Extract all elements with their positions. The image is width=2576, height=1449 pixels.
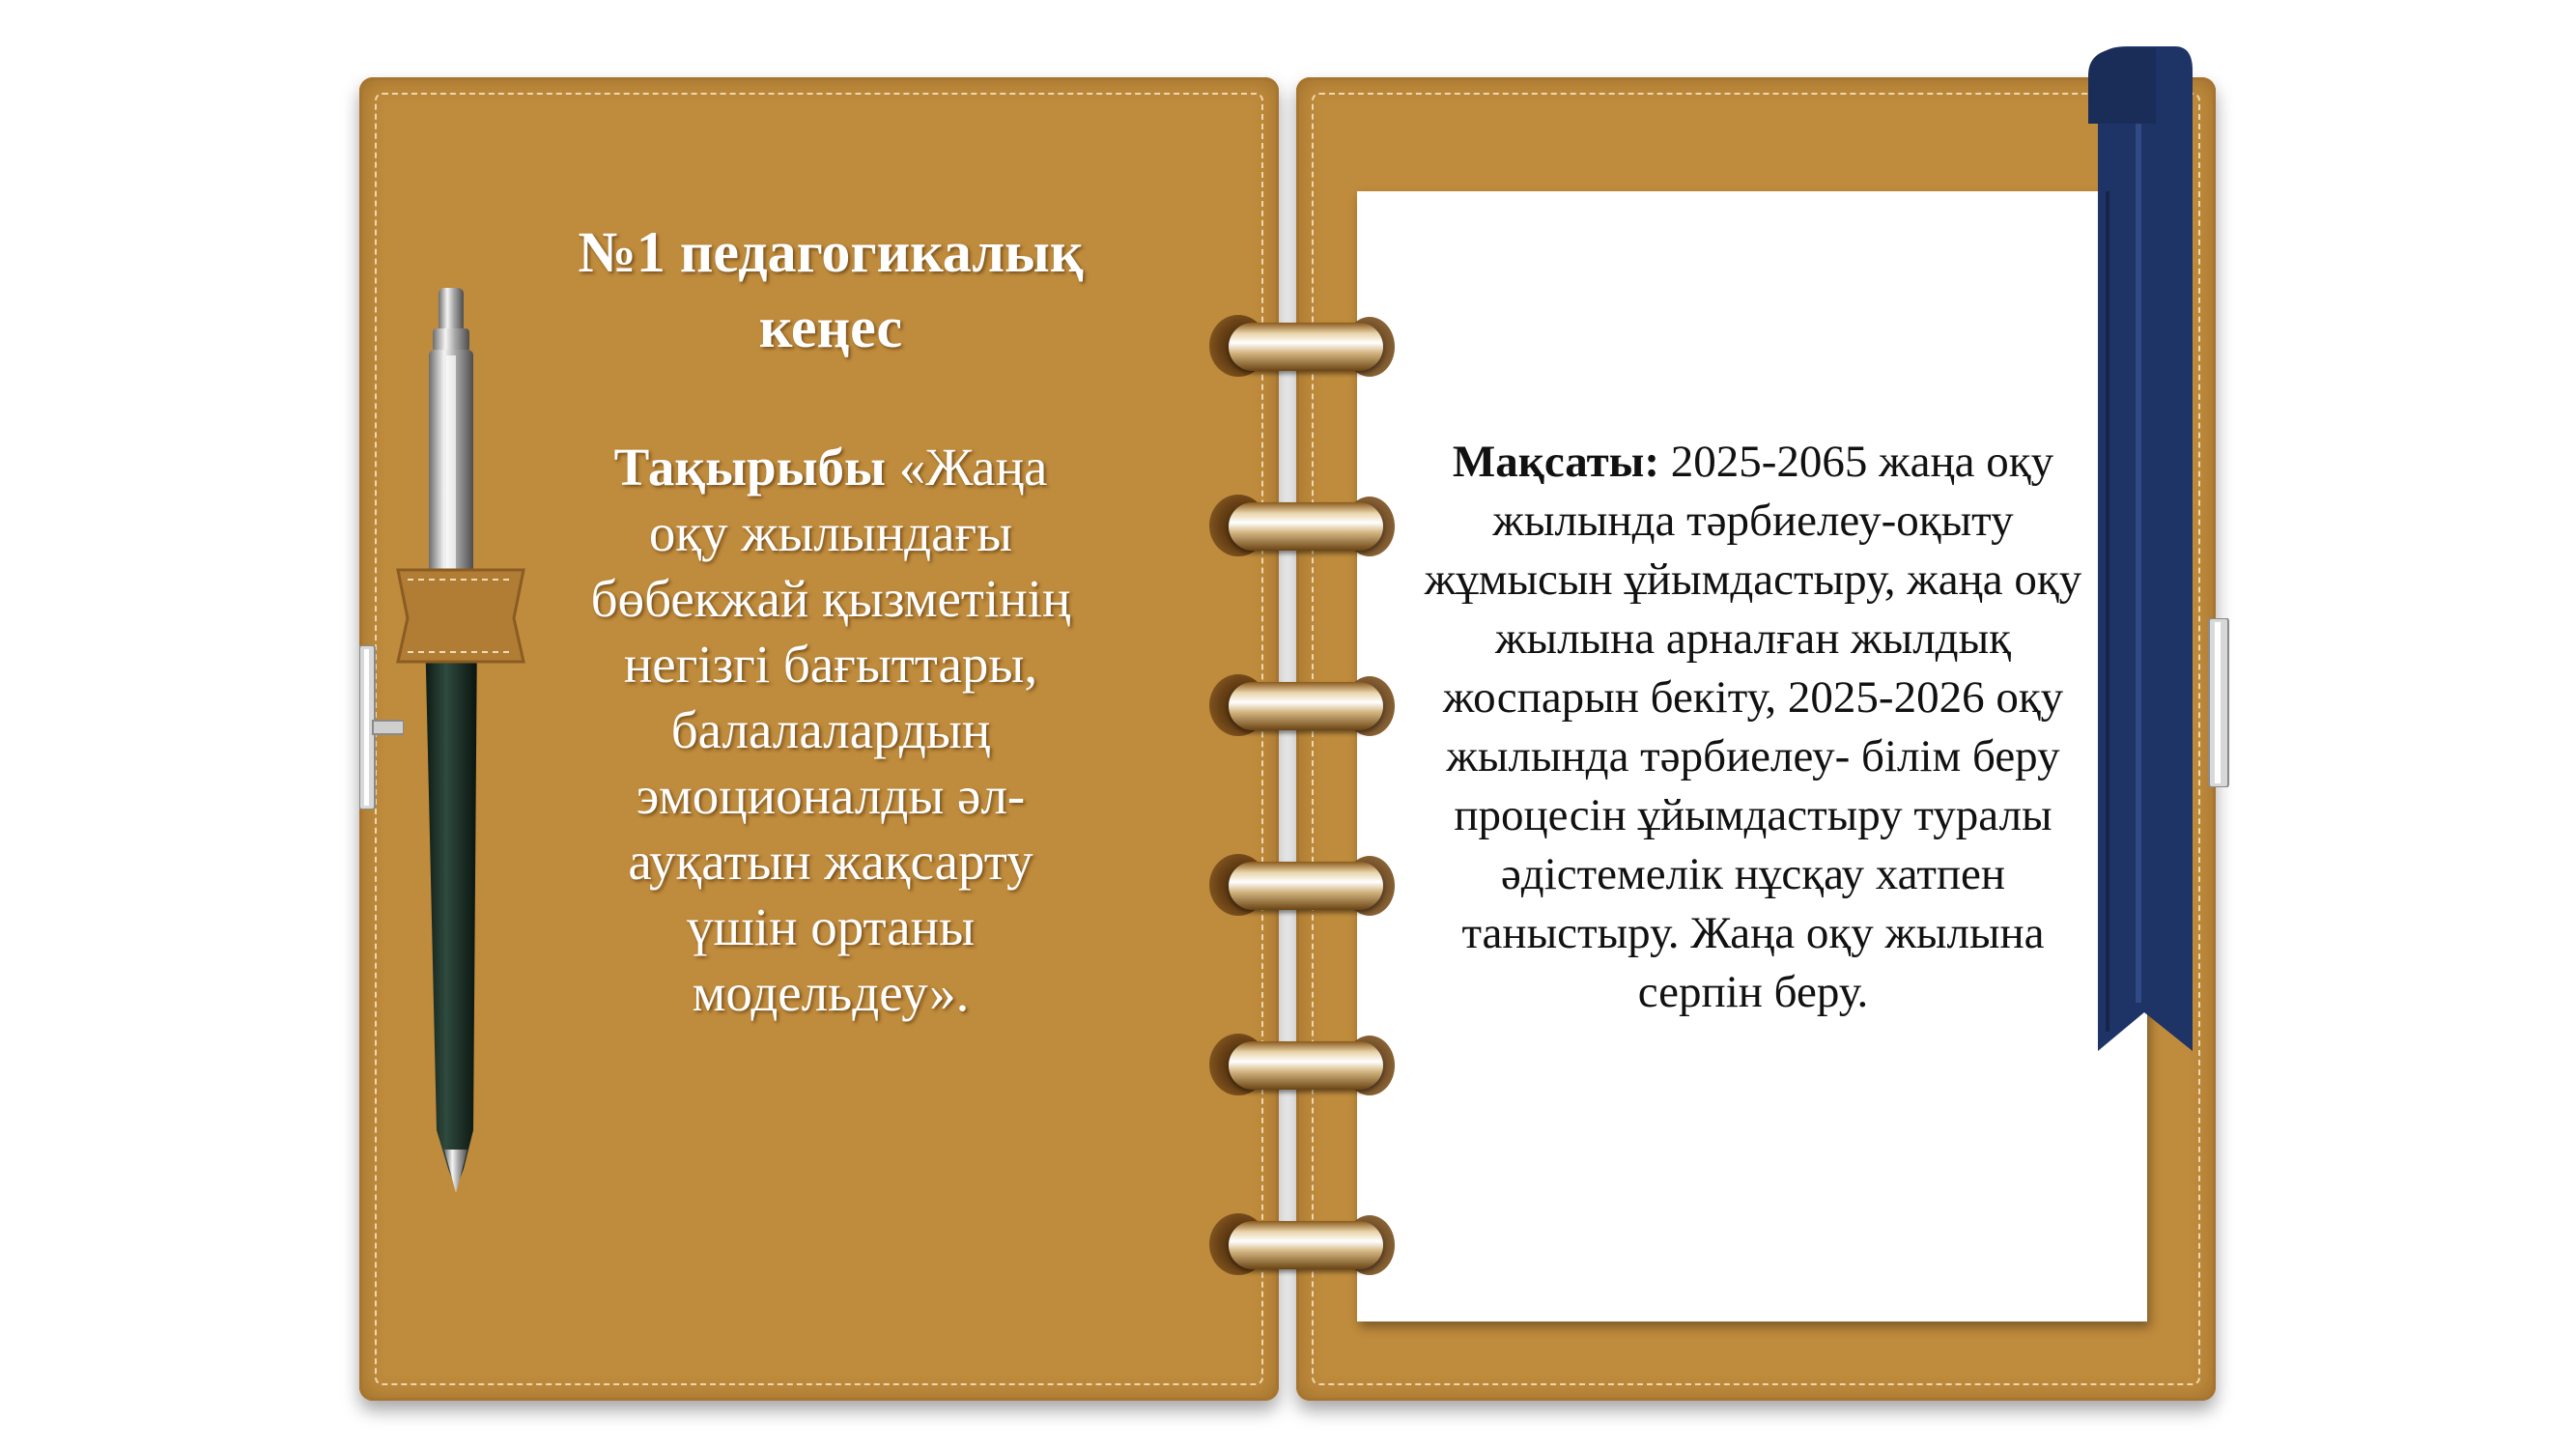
goal-line: жоспарын бекіту, 2025-2026 оқу [1442,672,2064,723]
binder-ring-icon [1209,674,1398,738]
title-line: №1 педагогикалық [578,220,1084,284]
topic-line: эмоционалды әл- [636,766,1026,825]
topic-line: оқу жылындағы [648,503,1013,562]
binder-ring-icon [1209,854,1398,918]
goal-label: Мақсаты: [1452,437,1659,487]
binder-ring-icon [1209,315,1398,379]
topic-label: Тақырыбы [613,438,886,497]
goal-line: жылына арналған жылдық [1495,613,2011,664]
goal-line: әдістемелік нұсқау хатпен [1500,849,2006,899]
topic-line: бөбекжай қызметінің [590,569,1071,628]
title-line: кеңес [758,296,903,359]
binder-ring-icon [1209,495,1398,558]
right-clasp-icon [2206,618,2231,787]
goal-line: жұмысын ұйымдастыру, жаңа оқу [1424,554,2082,605]
topic-line: Тақырыбы «Жаңа [613,438,1048,497]
page-title [541,214,1120,365]
topic-line: модельдеу». [692,963,970,1022]
goal-line: серпін беру. [1637,967,1869,1017]
goal-line: процесін ұйымдастыру туралы [1454,790,2052,840]
topic-line: ауқатын жақсарту [628,832,1033,891]
binder-ring-icon [1209,1034,1398,1097]
goal-line: Мақсаты: 2025-2065 жаңа оқу [1452,437,2054,487]
topic-block [541,435,1120,1026]
goal-line: жылында тәрбиелеу- білім беру [1446,731,2060,781]
goal-block [1391,433,2115,1022]
goal-line: жылында тәрбиелеу-оқыту [1492,496,2014,546]
pen-icon [369,280,552,1198]
binder-ring-icon [1209,1213,1398,1277]
topic-line: үшін ортаны [686,897,976,956]
topic-line: негізгі бағыттары, [623,635,1038,694]
topic-line: балалалардың [670,700,991,759]
goal-line: таныстыру. Жаңа оқу жылына [1461,908,2045,958]
